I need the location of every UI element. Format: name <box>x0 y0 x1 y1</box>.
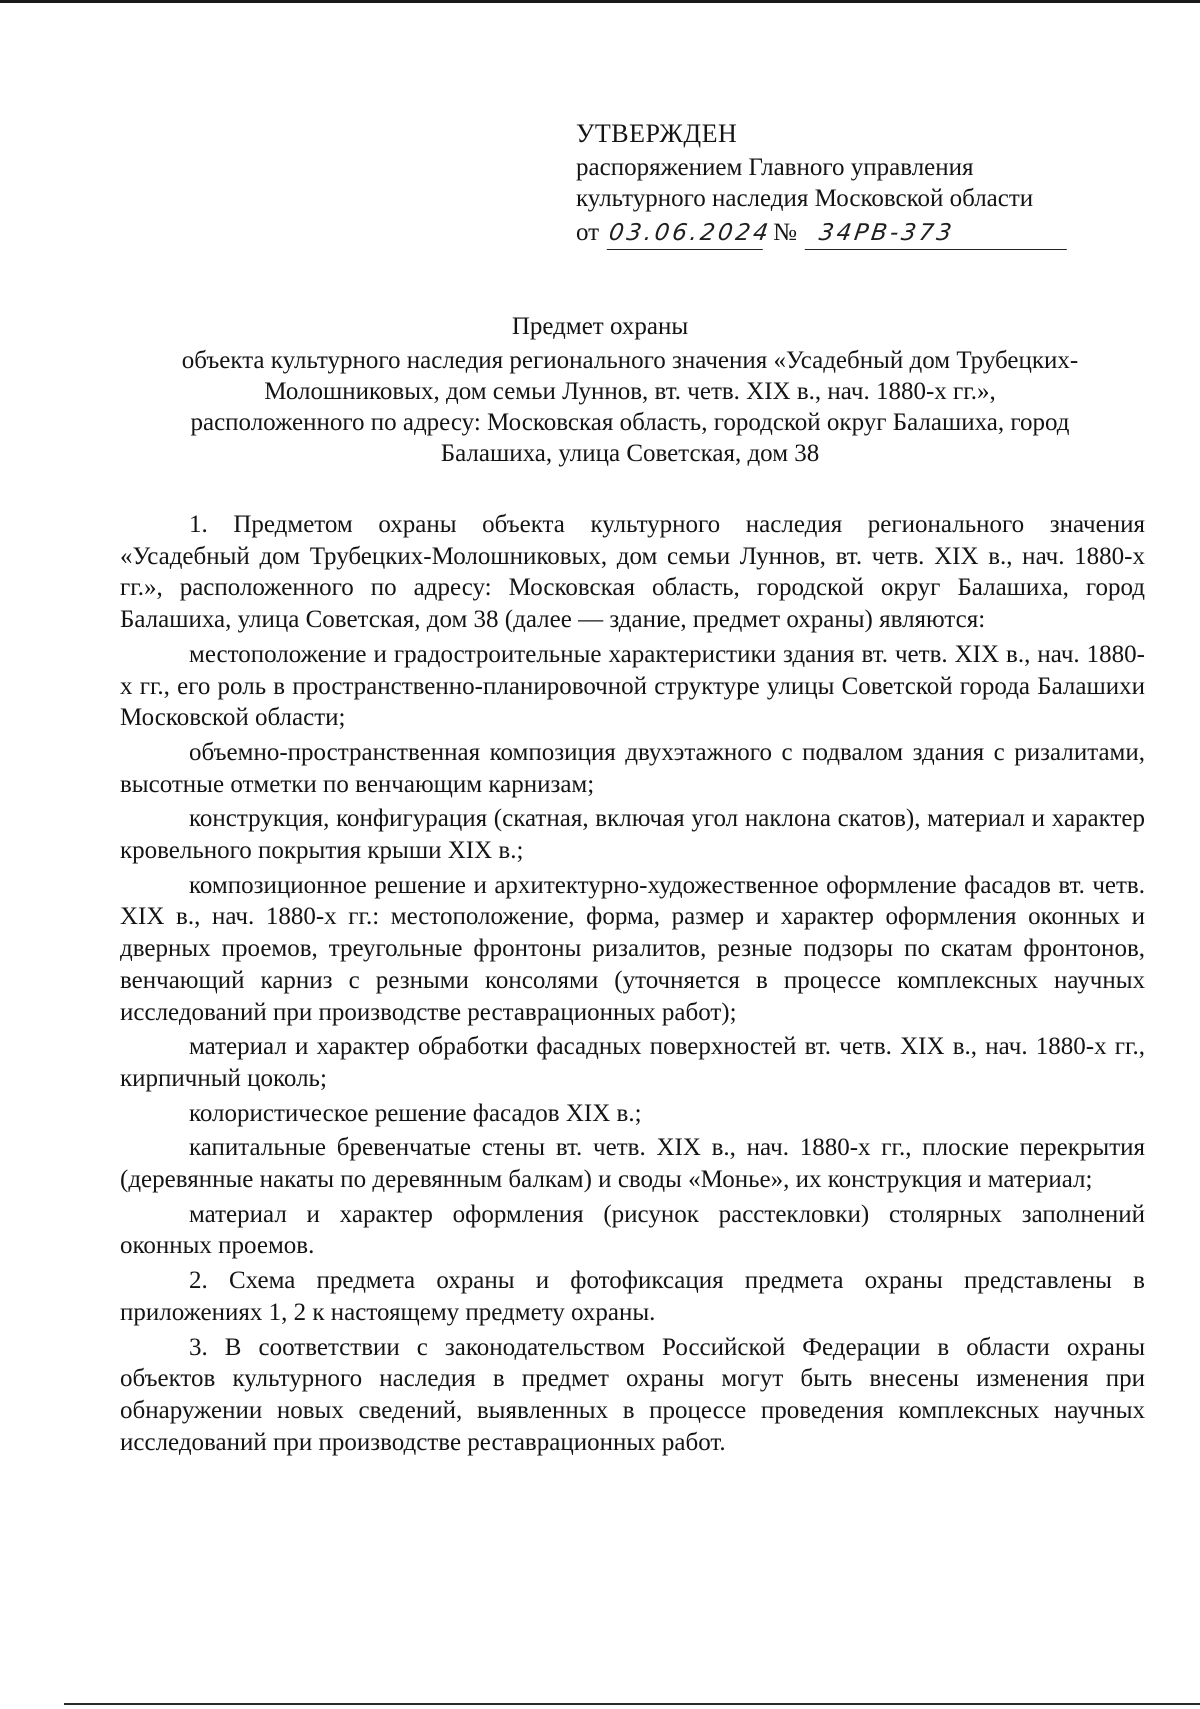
number-label: № <box>773 219 797 246</box>
paragraph-surfaces: материал и характер обработки фасадных поверхностей вт. четв. XIX в., нач. 1880-х гг., кирпичный цоколь; <box>120 1033 1145 1092</box>
scan-edge-top <box>0 0 1200 3</box>
handwritten-number: 34РВ-373 <box>805 218 1071 250</box>
title-subject: объекта культурного наследия регионального значения «Усадебный дом Трубецких-Молошниковых, дом семьи Луннов, вт. четв. XIX в., нач. 1880-х гг.», расположенного по адресу: Московская область, городской округ Балашиха, город Балашиха, улица Советская, дом 38 <box>181 347 1079 467</box>
paragraph-windows: материал и характер оформления (рисунок расстекловки) столярных заполнений оконных проемов. <box>120 1200 1145 1260</box>
approval-block <box>576 118 1096 250</box>
document-title <box>120 311 1080 469</box>
paragraph-2: 2. Схема предмета охраны и фотофиксация предмета охраны представлены в приложениях 1, 2 к настоящему предмету охраны. <box>120 1267 1145 1326</box>
paragraph-facades: композиционное решение и архитектурно-художественное оформление фасадов вт. четв. XIX в., нач. 1880-х гг.: местоположение, форма, размер и характер оформления оконных и дверных проемов, треугольные фронтоны ризалитов, резные подзоры по скатам фронтонов, венчающий карниз с резными консолями (уточняется в процессе комплексных научных исследований при производстве реставрационных работ); <box>120 871 1145 1026</box>
scan-edge-bottom <box>64 1703 1200 1705</box>
paragraph-colors: колористическое решение фасадов XIX в.; <box>189 1099 642 1127</box>
handwritten-date: 03.06.2024 <box>607 218 767 250</box>
paragraph-location: местоположение и градостроительные характеристики здания вт. четв. XIX в., нач. 1880-х гг., его роль в пространственно-планировочной структуре улицы Советской города Балашихи Московской области; <box>120 640 1145 732</box>
document-body <box>120 509 1145 1458</box>
paragraph-composition: объемно-пространственная композиция двухэтажного с подвалом здания с ризалитами, высотные отметки по венчающим карнизам; <box>120 738 1145 798</box>
approval-line-1: распоряжением Главного управления <box>576 154 974 181</box>
approval-line-2: культурного наследия Московской области <box>576 185 1034 212</box>
approval-date-row <box>576 217 1096 250</box>
paragraph-1: 1. Предметом охраны объекта культурного наследия регионального значения «Усадебный дом Трубецких-Молошниковых, дом семьи Луннов, вт. четв. XIX в., нач. 1880-х гг.», расположенного по адресу: Московская область, городской округ Балашиха, город Балашиха, улица Советская, дом 38 (далее — здание, предмет охраны) являются: <box>120 511 1145 634</box>
paragraph-walls: капитальные бревенчатые стены вт. четв. XIX в., нач. 1880-х гг., плоские перекрытия (деревянные накаты по деревянным балкам) и своды «Монье», их конструкция и материал; <box>120 1134 1145 1194</box>
from-label: от <box>576 219 600 246</box>
title-heading: Предмет охраны <box>511 313 689 340</box>
paragraph-3: 3. В соответствии с законодательством Российской Федерации в области охраны объектов культурного наследия в предмет охраны могут быть внесены изменения при обнаружении новых сведений, выявленных в процессе проведения комплексных научных исследований при производстве реставрационных работ. <box>120 1333 1145 1456</box>
paragraph-roof: конструкция, конфигурация (скатная, включая угол наклона скатов), материал и характер кровельного покрытия крыши XIX в.; <box>120 805 1145 865</box>
approval-word: УТВЕРЖДЕН <box>576 119 738 148</box>
